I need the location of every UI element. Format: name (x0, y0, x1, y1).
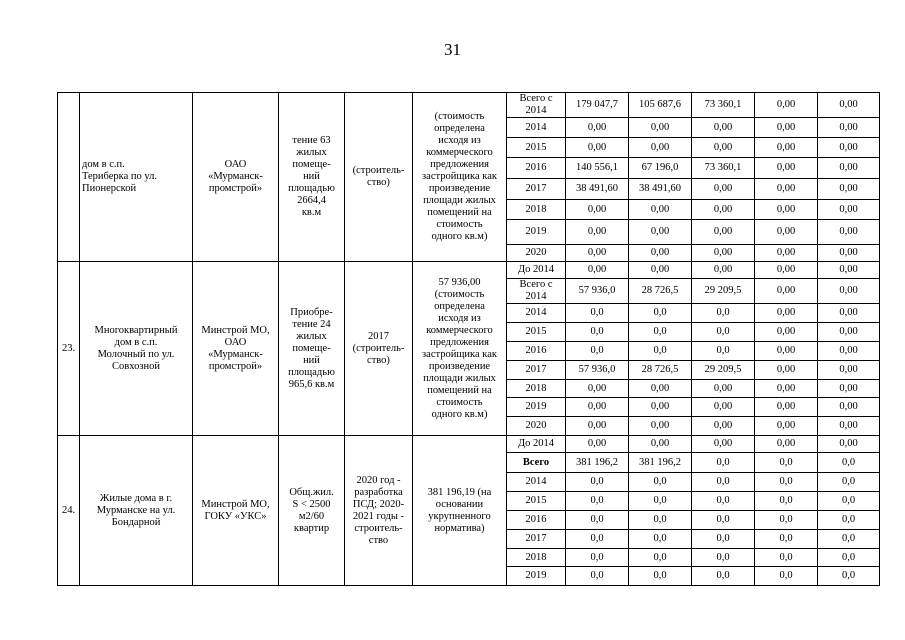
amount-cell-1: 0,0 (566, 342, 629, 361)
amount-cell-1: 57 936,0 (566, 361, 629, 380)
year-label: До 2014 (507, 262, 566, 279)
object-name: дом в с.п. Териберка по ул. Пионерской (80, 93, 193, 262)
amount-cell-5: 0,0 (818, 549, 880, 567)
amount-cell-5: 0,00 (818, 220, 880, 245)
amount-cell-4: 0,00 (755, 361, 818, 380)
amount-cell-3: 29 209,5 (692, 279, 755, 304)
amount-cell-2: 0,0 (629, 342, 692, 361)
amount-cell-1: 0,00 (566, 200, 629, 220)
amount-cell-5: 0,00 (818, 323, 880, 342)
amount-cell-5: 0,00 (818, 417, 880, 436)
amount-cell-4: 0,00 (755, 342, 818, 361)
year-label: 2015 (507, 138, 566, 158)
amount-cell-3: 0,0 (692, 492, 755, 511)
year-label: До 2014 (507, 436, 566, 453)
object-name: Многоквартирный дом в с.п. Молочный по ул. Совхозной (80, 262, 193, 436)
year-label: 2019 (507, 220, 566, 245)
amount-cell-4: 0,00 (755, 262, 818, 279)
amount-cell-4: 0,00 (755, 200, 818, 220)
year-label: 2018 (507, 380, 566, 398)
amount-cell-5: 0,00 (818, 262, 880, 279)
amount-cell-2: 0,0 (629, 323, 692, 342)
year-label: 2018 (507, 549, 566, 567)
amount-cell-3: 0,00 (692, 118, 755, 138)
year-label: 2019 (507, 398, 566, 417)
amount-cell-3: 0,0 (692, 342, 755, 361)
amount-cell-2: 0,0 (629, 304, 692, 323)
amount-cell-3: 0,0 (692, 323, 755, 342)
amount-cell-3: 0,0 (692, 511, 755, 530)
period: 2020 год - разработка ПСД; 2020- 2021 годы - строитель- ство (345, 436, 413, 586)
amount-cell-5: 0,00 (818, 200, 880, 220)
year-label: 2014 (507, 304, 566, 323)
amount-cell-2: 105 687,6 (629, 93, 692, 118)
amount-cell-2: 0,00 (629, 262, 692, 279)
amount-cell-5: 0,00 (818, 342, 880, 361)
cost-basis: 381 196,19 (на основании укрупненного норматива) (413, 436, 507, 586)
cost-basis: (стоимость определена исходя из коммерческого предложения застройщика как произведение площади жилых помещений на стоимость одного кв.м) (413, 93, 507, 262)
object-name: Жилые дома в г. Мурманске на ул. Бондарной (80, 436, 193, 586)
amount-cell-5: 0,00 (818, 179, 880, 200)
capacity: тение 63 жилых помеще- ний площадью 2664,4 кв.м (279, 93, 345, 262)
amount-cell-2: 0,00 (629, 436, 692, 453)
amount-cell-3: 0,0 (692, 567, 755, 586)
year-label: Всего с 2014 (507, 279, 566, 304)
amount-cell-1: 0,00 (566, 262, 629, 279)
amount-cell-3: 0,00 (692, 398, 755, 417)
row-number (58, 93, 80, 262)
amount-cell-4: 0,0 (755, 549, 818, 567)
amount-cell-1: 0,00 (566, 245, 629, 262)
amount-cell-2: 0,0 (629, 473, 692, 492)
amount-cell-3: 0,00 (692, 245, 755, 262)
period: 2017 (строитель- ство) (345, 262, 413, 436)
amount-cell-5: 0,0 (818, 511, 880, 530)
amount-cell-2: 0,0 (629, 567, 692, 586)
amount-cell-1: 0,0 (566, 549, 629, 567)
year-label: 2014 (507, 473, 566, 492)
amount-cell-4: 0,00 (755, 118, 818, 138)
amount-cell-4: 0,0 (755, 567, 818, 586)
amount-cell-1: 0,0 (566, 323, 629, 342)
amount-cell-2: 0,00 (629, 380, 692, 398)
amount-cell-3: 0,00 (692, 200, 755, 220)
amount-cell-3: 0,00 (692, 262, 755, 279)
amount-cell-1: 0,00 (566, 118, 629, 138)
amount-cell-3: 73 360,1 (692, 93, 755, 118)
amount-cell-5: 0,00 (818, 398, 880, 417)
amount-cell-1: 0,0 (566, 304, 629, 323)
table-row (58, 436, 880, 453)
amount-cell-4: 0,0 (755, 511, 818, 530)
row-number: 24. (58, 436, 80, 586)
year-label: 2014 (507, 118, 566, 138)
amount-cell-5: 0,00 (818, 380, 880, 398)
amount-cell-2: 28 726,5 (629, 279, 692, 304)
amount-cell-5: 0,0 (818, 530, 880, 549)
amount-cell-5: 0,0 (818, 453, 880, 473)
amount-cell-1: 0,0 (566, 530, 629, 549)
amount-cell-1: 0,00 (566, 436, 629, 453)
amount-cell-4: 0,00 (755, 398, 818, 417)
year-label: Всего с 2014 (507, 93, 566, 118)
amount-cell-3: 0,0 (692, 549, 755, 567)
amount-cell-1: 0,0 (566, 492, 629, 511)
customer: Минстрой МО, ГОКУ «УКС» (193, 436, 279, 586)
amount-cell-1: 0,00 (566, 220, 629, 245)
year-label: 2017 (507, 179, 566, 200)
amount-cell-5: 0,00 (818, 361, 880, 380)
amount-cell-2: 0,00 (629, 200, 692, 220)
amount-cell-4: 0,00 (755, 436, 818, 453)
amount-cell-4: 0,00 (755, 304, 818, 323)
customer: ОАО «Мурманск- промстрой» (193, 93, 279, 262)
capacity: Общ.жил. S < 2500 м2/60 квартир (279, 436, 345, 586)
amount-cell-3: 0,00 (692, 380, 755, 398)
amount-cell-3: 0,0 (692, 530, 755, 549)
amount-cell-5: 0,00 (818, 279, 880, 304)
year-label: 2015 (507, 492, 566, 511)
amount-cell-4: 0,0 (755, 530, 818, 549)
amount-cell-1: 38 491,60 (566, 179, 629, 200)
page-number: 31 (444, 40, 461, 59)
year-label: 2016 (507, 158, 566, 179)
year-label: Всего (507, 453, 566, 473)
amount-cell-3: 0,00 (692, 436, 755, 453)
amount-cell-4: 0,00 (755, 179, 818, 200)
year-label: 2016 (507, 342, 566, 361)
amount-cell-2: 381 196,2 (629, 453, 692, 473)
customer: Минстрой МО, ОАО «Мурманск- промстрой» (193, 262, 279, 436)
amount-cell-1: 0,0 (566, 511, 629, 530)
table-row (58, 262, 880, 279)
amount-cell-1: 381 196,2 (566, 453, 629, 473)
capacity: Приобре- тение 24 жилых помеще- ний площадью 965,6 кв.м (279, 262, 345, 436)
amount-cell-3: 0,00 (692, 138, 755, 158)
amount-cell-1: 0,0 (566, 567, 629, 586)
period: (строитель- ство) (345, 93, 413, 262)
amount-cell-2: 0,00 (629, 398, 692, 417)
amount-cell-1: 0,00 (566, 380, 629, 398)
amount-cell-2: 38 491,60 (629, 179, 692, 200)
amount-cell-4: 0,0 (755, 453, 818, 473)
amount-cell-1: 57 936,0 (566, 279, 629, 304)
amount-cell-2: 0,0 (629, 492, 692, 511)
amount-cell-4: 0,00 (755, 158, 818, 179)
amount-cell-2: 67 196,0 (629, 158, 692, 179)
amount-cell-2: 0,0 (629, 530, 692, 549)
year-label: 2019 (507, 567, 566, 586)
amount-cell-2: 0,0 (629, 549, 692, 567)
amount-cell-2: 0,00 (629, 417, 692, 436)
amount-cell-4: 0,00 (755, 245, 818, 262)
amount-cell-2: 0,00 (629, 118, 692, 138)
cost-basis: 57 936,00 (стоимость определена исходя из коммерческого предложения застройщика как произведение площади жилых помещений на стоимость одного кв.м) (413, 262, 507, 436)
amount-cell-1: 0,0 (566, 473, 629, 492)
amount-cell-2: 0,00 (629, 220, 692, 245)
amount-cell-4: 0,0 (755, 492, 818, 511)
amount-cell-5: 0,00 (818, 245, 880, 262)
amount-cell-4: 0,00 (755, 279, 818, 304)
investment-table (57, 92, 880, 586)
amount-cell-5: 0,00 (818, 304, 880, 323)
amount-cell-5: 0,0 (818, 567, 880, 586)
amount-cell-4: 0,00 (755, 380, 818, 398)
amount-cell-2: 0,00 (629, 245, 692, 262)
year-label: 2016 (507, 511, 566, 530)
amount-cell-3: 29 209,5 (692, 361, 755, 380)
amount-cell-1: 140 556,1 (566, 158, 629, 179)
amount-cell-4: 0,00 (755, 93, 818, 118)
amount-cell-5: 0,00 (818, 118, 880, 138)
amount-cell-2: 28 726,5 (629, 361, 692, 380)
amount-cell-5: 0,00 (818, 436, 880, 453)
amount-cell-3: 0,0 (692, 304, 755, 323)
amount-cell-1: 0,00 (566, 398, 629, 417)
amount-cell-4: 0,00 (755, 138, 818, 158)
amount-cell-4: 0,00 (755, 417, 818, 436)
row-number: 23. (58, 262, 80, 436)
year-label: 2017 (507, 530, 566, 549)
amount-cell-5: 0,00 (818, 158, 880, 179)
amount-cell-5: 0,0 (818, 492, 880, 511)
amount-cell-3: 0,00 (692, 220, 755, 245)
amount-cell-2: 0,0 (629, 511, 692, 530)
amount-cell-5: 0,00 (818, 138, 880, 158)
table-row (58, 93, 880, 118)
amount-cell-4: 0,00 (755, 323, 818, 342)
amount-cell-5: 0,0 (818, 473, 880, 492)
amount-cell-3: 73 360,1 (692, 158, 755, 179)
amount-cell-5: 0,00 (818, 93, 880, 118)
amount-cell-1: 0,00 (566, 138, 629, 158)
table-body (58, 93, 880, 586)
year-label: 2020 (507, 245, 566, 262)
year-label: 2020 (507, 417, 566, 436)
year-label: 2018 (507, 200, 566, 220)
year-label: 2015 (507, 323, 566, 342)
amount-cell-1: 0,00 (566, 417, 629, 436)
amount-cell-3: 0,00 (692, 179, 755, 200)
amount-cell-4: 0,0 (755, 473, 818, 492)
amount-cell-3: 0,0 (692, 473, 755, 492)
amount-cell-2: 0,00 (629, 138, 692, 158)
amount-cell-1: 179 047,7 (566, 93, 629, 118)
amount-cell-3: 0,00 (692, 417, 755, 436)
year-label: 2017 (507, 361, 566, 380)
amount-cell-4: 0,00 (755, 220, 818, 245)
amount-cell-3: 0,0 (692, 453, 755, 473)
